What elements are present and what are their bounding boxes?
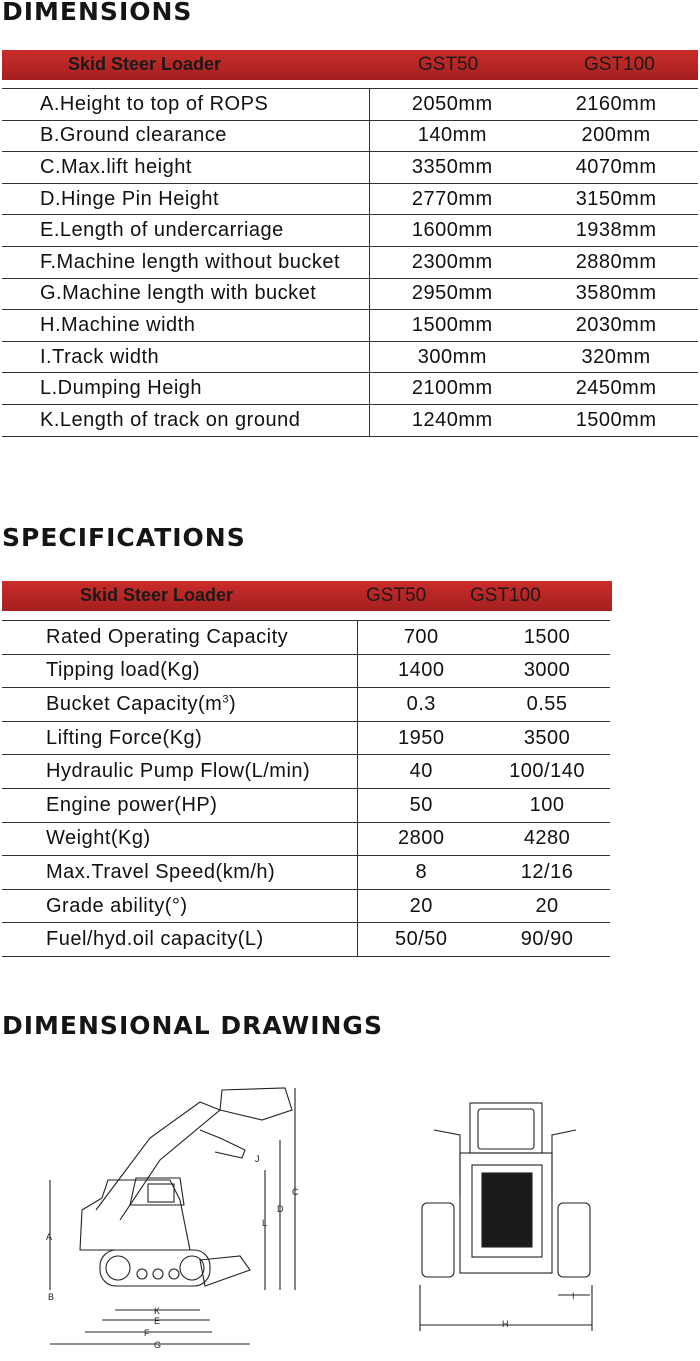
dimension-row: [2, 89, 698, 121]
dimension-gst50-value: 2100mm: [370, 373, 534, 405]
front-cab-top: [470, 1103, 542, 1153]
spec-row-label: Bucket $Capacity(m^3)$: [2, 688, 358, 722]
spec-gst100-value: 0.55: [484, 688, 610, 722]
spec-row-label: Rated Operating Capacity: [2, 621, 358, 655]
specifications-table: [2, 620, 610, 957]
dimension-gst100-value: 1500mm: [534, 404, 698, 436]
dimension-row-label: C.Max.lift height: [2, 152, 370, 184]
dimensions-header-bar: [2, 50, 698, 80]
spec-row: [2, 822, 610, 856]
dimension-gst100-value: 2450mm: [534, 373, 698, 405]
svg-text:B: B: [48, 1292, 55, 1302]
dimension-row-label: B.Ground clearance: [2, 120, 370, 152]
dimension-row: [2, 246, 698, 278]
dimension-gst100-value: 2160mm: [534, 89, 698, 121]
dimension-gst100-value: 3150mm: [534, 183, 698, 215]
dimension-gst100-value: 320mm: [534, 341, 698, 373]
dimension-gst50-value: 2950mm: [370, 278, 534, 310]
spec-gst50-value: 1400: [358, 654, 484, 688]
svg-text:L: L: [262, 1218, 268, 1228]
specifications-header-bar: [2, 581, 612, 611]
dimensions-header-name: Skid Steer Loader: [68, 54, 222, 74]
dimension-gst100-value: 4070mm: [534, 152, 698, 184]
dimension-gst50-value: 1600mm: [370, 215, 534, 247]
spec-row: [2, 688, 610, 722]
dimension-row: [2, 278, 698, 310]
dimension-row-label: H.Machine width: [2, 310, 370, 342]
dimension-row-label: K.Length of track on ground: [2, 404, 370, 436]
dimension-row-label: A.Height to top of ROPS: [2, 89, 370, 121]
spec-gst50-value: 8: [358, 856, 484, 890]
dimension-row: [2, 152, 698, 184]
svg-text:A: A: [46, 1232, 53, 1242]
dimension-row: [2, 404, 698, 436]
dimension-row-label: F.Machine length without bucket: [2, 246, 370, 278]
svg-text:K: K: [154, 1306, 161, 1316]
dimension-gst50-value: 2050mm: [370, 89, 534, 121]
front-view-drawing: [410, 1095, 600, 1345]
spec-gst50-value: 700: [358, 621, 484, 655]
svg-text:C: C: [292, 1187, 299, 1197]
drawings-title: DIMENSIONAL DRAWINGS: [2, 1011, 383, 1040]
spec-row-label: Weight(Kg): [2, 822, 358, 856]
dimension-row-label: I.Track width: [2, 341, 370, 373]
spec-gst100-value: 100/140: [484, 755, 610, 789]
front-track-right: [558, 1203, 590, 1277]
svg-text:E: E: [154, 1316, 161, 1326]
specifications-title: SPECIFICATIONS: [2, 523, 246, 552]
spec-row: [2, 755, 610, 789]
spec-gst50-value: 20: [358, 889, 484, 923]
dimension-row-label: L.Dumping Heigh: [2, 373, 370, 405]
svg-text:D: D: [277, 1204, 284, 1214]
side-bucket-lowered: [200, 1256, 250, 1286]
specifications-header-name: Skid Steer Loader: [80, 585, 234, 605]
spec-row-label: Tipping load(Kg): [2, 654, 358, 688]
dimensions-title: DIMENSIONS: [2, 0, 193, 26]
spec-row: [2, 856, 610, 890]
dimension-gst50-value: 1500mm: [370, 310, 534, 342]
spec-gst100-value: 12/16: [484, 856, 610, 890]
dimension-row: [2, 120, 698, 152]
side-view-drawing: [30, 1080, 350, 1360]
spec-gst50-value: 50: [358, 788, 484, 822]
dimension-gst100-value: 2030mm: [534, 310, 698, 342]
spec-gst100-value: 90/90: [484, 923, 610, 957]
side-sprocket: [106, 1256, 130, 1280]
dimension-gst50-value: 300mm: [370, 341, 534, 373]
spec-row: [2, 621, 610, 655]
spec-row: [2, 654, 610, 688]
spec-gst50-value: 1950: [358, 721, 484, 755]
spec-gst50-value: 0.3: [358, 688, 484, 722]
dimensions-header-gst100: GST100: [584, 54, 655, 75]
side-track: [100, 1250, 210, 1286]
dimensions-table: [2, 88, 698, 437]
front-window: [482, 1173, 532, 1247]
dimension-row-label: G.Machine length with bucket: [2, 278, 370, 310]
dimensions-header-gst50: GST50: [418, 54, 479, 75]
dimension-gst50-value: 3350mm: [370, 152, 534, 184]
svg-text:F: F: [144, 1328, 150, 1338]
dimension-row: [2, 310, 698, 342]
side-bucket-raised: [220, 1088, 292, 1120]
spec-gst50-value: 40: [358, 755, 484, 789]
dimension-gst50-value: 2300mm: [370, 246, 534, 278]
spec-row-label: Lifting Force(Kg): [2, 721, 358, 755]
spec-row: [2, 721, 610, 755]
svg-text:I: I: [572, 1291, 575, 1301]
spec-gst50-value: 2800: [358, 822, 484, 856]
svg-text:H: H: [502, 1319, 509, 1329]
dimension-gst50-value: 2770mm: [370, 183, 534, 215]
dimension-gst50-value: 140mm: [370, 120, 534, 152]
spec-row: [2, 889, 610, 923]
spec-gst50-value: 50/50: [358, 923, 484, 957]
dimension-row-label: E.Length of undercarriage: [2, 215, 370, 247]
dimension-gst100-value: 1938mm: [534, 215, 698, 247]
spec-row-label: Hydraulic Pump Flow(L/min): [2, 755, 358, 789]
spec-gst100-value: 3500: [484, 721, 610, 755]
spec-row-label: Fuel/hyd.oil capacity(L): [2, 923, 358, 957]
spec-row-label: Max.Travel Speed(km/h): [2, 856, 358, 890]
spec-gst100-value: 4280: [484, 822, 610, 856]
dimension-gst100-value: 2880mm: [534, 246, 698, 278]
dimension-row-label: D.Hinge Pin Height: [2, 183, 370, 215]
dimension-gst100-value: 3580mm: [534, 278, 698, 310]
front-track-left: [422, 1203, 454, 1277]
dimension-row: [2, 215, 698, 247]
dimension-gst50-value: 1240mm: [370, 404, 534, 436]
svg-text:G: G: [154, 1340, 162, 1350]
spec-gst100-value: 100: [484, 788, 610, 822]
spec-row: [2, 788, 610, 822]
spec-gst100-value: 20: [484, 889, 610, 923]
spec-gst100-value: 1500: [484, 621, 610, 655]
dimension-row: [2, 373, 698, 405]
specifications-header-gst100: GST100: [470, 585, 541, 606]
dimension-gst100-value: 200mm: [534, 120, 698, 152]
spec-row-label: Engine power(HP): [2, 788, 358, 822]
spec-gst100-value: 3000: [484, 654, 610, 688]
dimension-row: [2, 341, 698, 373]
dimension-row: [2, 183, 698, 215]
specifications-header-gst50: GST50: [366, 585, 427, 606]
svg-text:J: J: [255, 1154, 260, 1164]
spec-row: [2, 923, 610, 957]
spec-row-label: Grade ability(°): [2, 889, 358, 923]
